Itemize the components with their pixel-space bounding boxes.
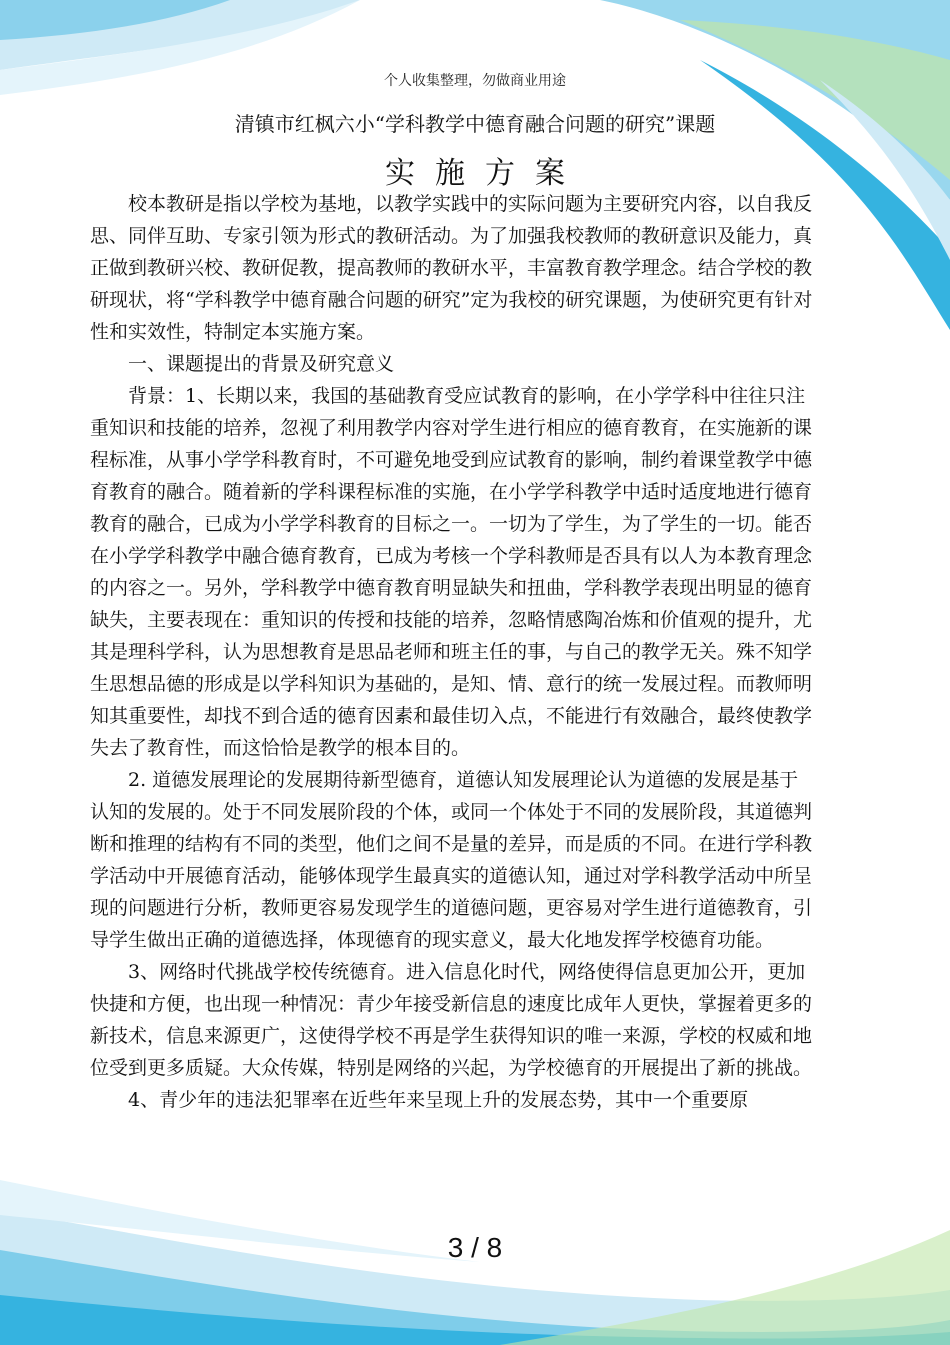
- document-subtitle: 实施方案: [385, 156, 585, 191]
- document-body: [90, 188, 815, 1116]
- paragraph-intro: 校本教研是指以学校为基地，以教学实践中的实际问题为主要研究内容，以自我反思、同伴互助、专家引领为形式的教研活动。为了加强我校教师的教研意识及能力，真正做到教研兴校、教研促教，提高教师的教研水平，丰富教育教学理念。结合学校的教研现状，将“学科教学中德育融合问题的研究”定为我校的研究课题，为使研究更有针对性和实效性，特制定本实施方案。: [90, 193, 813, 343]
- paragraph-background-3: 3、网络时代挑战学校传统德育。进入信息化时代，网络使得信息更加公开，更加快捷和方便，也出现一种情况：青少年接受新信息的速度比成年人更快，掌握着更多的新技术，信息来源更广，这使得学校不再是学生获得知识的唯一来源，学校的权威和地位受到更多质疑。大众传媒，特别是网络的兴起，为学校德育的开展提出了新的挑战。: [90, 961, 813, 1079]
- watermark-text: 个人收集整理，勿做商业用途: [384, 73, 566, 89]
- page-number: 3 / 8: [447, 1232, 503, 1263]
- paragraph-background-1: 背景：1、长期以来，我国的基础教育受应试教育的影响，在小学学科中往往只注重知识和技能的培养，忽视了利用教学内容对学生进行相应的德育教育，在实施新的课程标准，从事小学学科教育时，不可避免地受到应试教育的影响，制约着课堂教学中德育教育的融合。随着新的学科课程标准的实施，在小学学科教学中适时适度地进行德育教育的融合，已成为小学学科教育的目标之一。一切为了学生，为了学生的一切。能否在小学学科教学中融合德育教育，已成为考核一个学科教师是否具有以人为本教育理念的内容之一。另外，学科教学中德育教育明显缺失和扭曲，学科教学表现出明显的德育缺失，主要表现在：重知识的传授和技能的培养，忽略情感陶冶炼和价值观的提升，尤其是理科学科，认为思想教育是思品老师和班主任的事，与自己的教学无关。殊不知学生思想品德的形成是以学科知识为基础的，是知、情、意行的统一发展过程。而教师明知其重要性，却找不到合适的德育因素和最佳切入点，不能进行有效融合，最终使教学失去了教育性，而这恰恰是教学的根本目的。: [90, 385, 813, 759]
- section-heading: 一、课题提出的背景及研究意义: [128, 353, 395, 375]
- paragraph-background-4: 4、青少年的违法犯罪率在近些年来呈现上升的发展态势，其中一个重要原: [128, 1089, 749, 1111]
- paragraph-background-2: 2. 道德发展理论的发展期待新型德育，道德认知发展理论认为道德的发展是基于认知的发展的。处于不同发展阶段的个体，或同一个体处于不同的发展阶段，其道德判断和推理的结构有不同的类型，他们之间不是量的差异，而是质的不同。在进行学科教学活动中开展德育活动，能够体现学生最真实的道德认知，通过对学科教学活动中所呈现的问题进行分析，教师更容易发现学生的道德问题，更容易对学生进行道德教育，引导学生做出正确的道德选择，体现德育的现实意义，最大化地发挥学校德育功能。: [90, 769, 813, 951]
- document-title: 清镇市红枫六小“学科教学中德育融合问题的研究”课题: [234, 112, 716, 136]
